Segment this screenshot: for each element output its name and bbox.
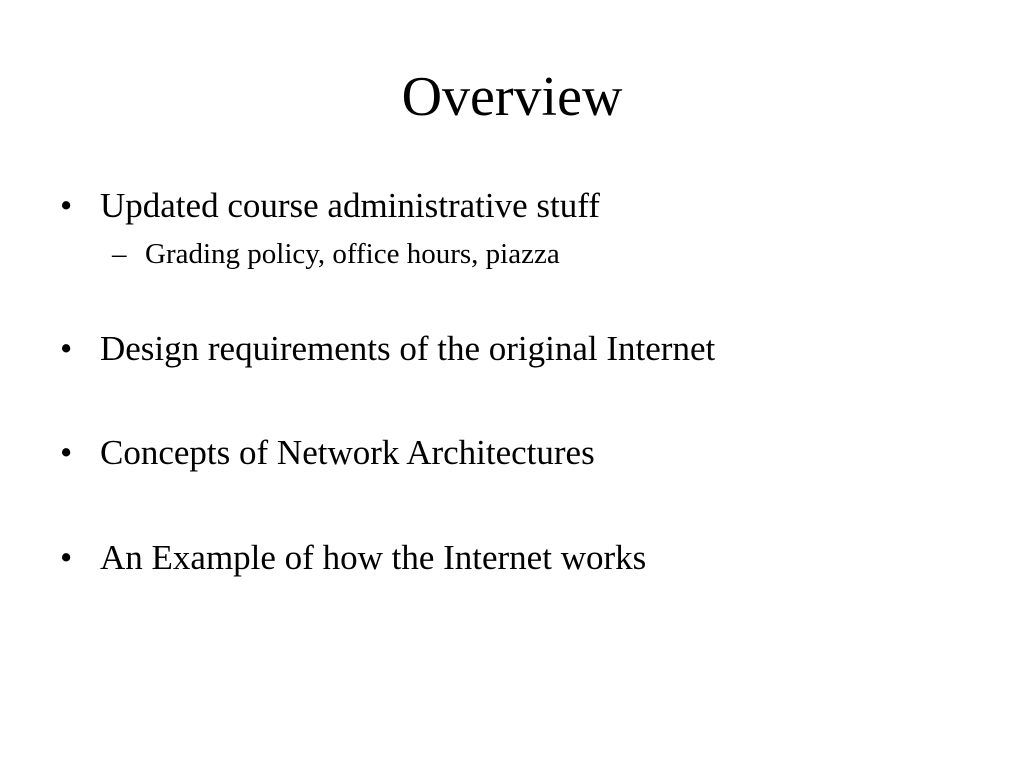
bullet-text: Updated course administrative stuff [100,186,600,225]
sub-bullet-item [112,236,560,272]
bullet-text: Concepts of Network Architectures [100,433,595,472]
bullet-marker: • [60,433,73,472]
bullet-marker: • [60,329,73,368]
bullet-item [60,327,715,371]
bullet-item [60,431,595,475]
bullet-marker: • [60,538,73,577]
bullet-marker: • [60,186,73,225]
sub-bullet-marker: – [112,238,127,270]
bullet-text: Design requirements of the original Internet [100,329,716,368]
bullet-item [60,536,646,580]
bullet-text: An Example of how the Internet works [100,538,647,577]
slide-title: Overview [401,66,623,128]
bullet-item [60,184,600,228]
sub-bullet-text: Grading policy, office hours, piazza [145,238,560,270]
